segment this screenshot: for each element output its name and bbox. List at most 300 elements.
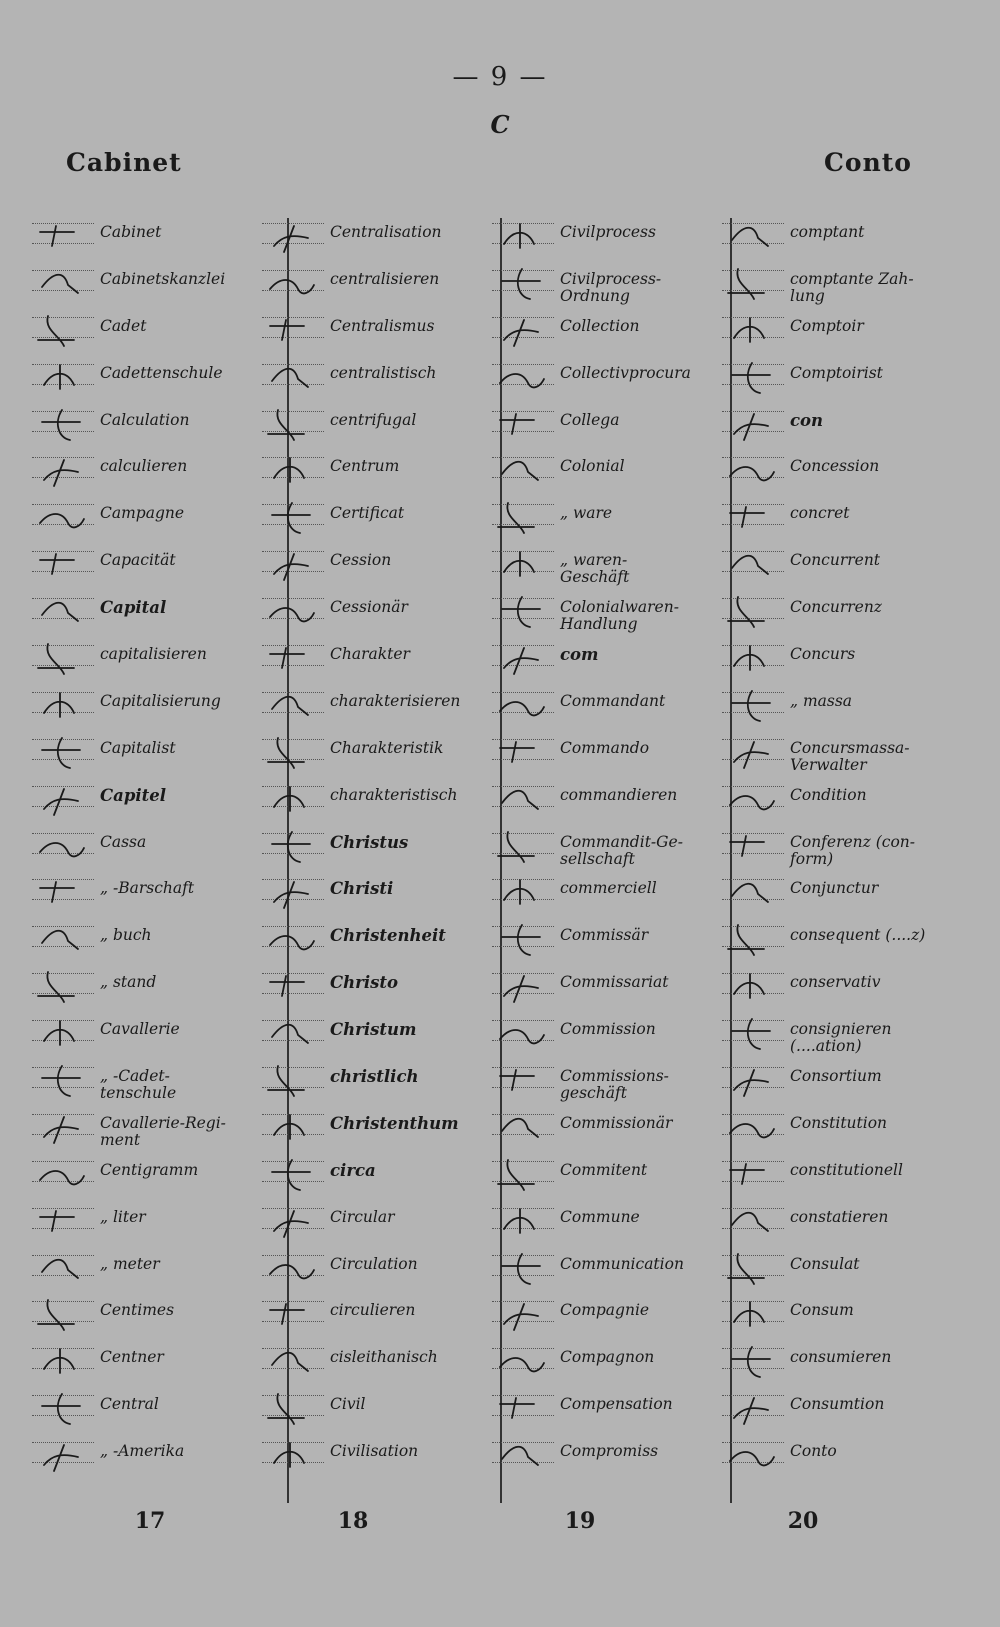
entry-term: cisleithanisch (330, 1348, 438, 1367)
dictionary-entry (260, 1056, 480, 1103)
dictionary-entry (720, 1337, 940, 1384)
entry-term: commandieren (560, 785, 678, 804)
shorthand-symbol-icon (724, 1388, 782, 1428)
shorthand-symbol-icon (264, 919, 322, 959)
section-letter: C (490, 110, 510, 139)
dictionary-entry (490, 446, 710, 493)
shorthand-symbol-icon (494, 591, 552, 631)
entry-term: „ liter (100, 1207, 146, 1226)
shorthand-symbol-icon (264, 1154, 322, 1194)
entry-term: Conjunctur (790, 879, 879, 898)
entry-term: Commissionär (560, 1113, 673, 1132)
entry-term: consequent (....z) (790, 926, 926, 945)
dictionary-entry (260, 681, 480, 728)
entry-term: Cabinetskanzlei (100, 269, 226, 288)
dictionary-entry (260, 446, 480, 493)
shorthand-symbol-icon (494, 872, 552, 912)
shorthand-symbol-icon (724, 732, 782, 772)
shorthand-symbol-icon (724, 1013, 782, 1053)
dictionary-entry (720, 1431, 940, 1478)
shorthand-symbol-icon (494, 216, 552, 256)
dictionary-entry (720, 728, 940, 775)
entry-term: Christi (330, 879, 394, 899)
entry-term: Commune (560, 1207, 640, 1226)
entry-term: Comptoir (790, 316, 864, 335)
shorthand-symbol-icon (34, 1107, 92, 1147)
dictionary-entry (30, 540, 250, 587)
entry-term: Conferenz (con- form) (790, 832, 916, 868)
shorthand-symbol-icon (264, 544, 322, 584)
entry-term: Cabinet (100, 223, 162, 241)
entry-term: „ buch (100, 926, 152, 945)
entry-term: Collega (560, 410, 620, 429)
shorthand-symbol-icon (494, 263, 552, 303)
entry-term: Commissariat (560, 973, 669, 992)
column-number: 18 (337, 1508, 369, 1534)
dictionary-entry (30, 400, 250, 447)
dictionary-entry (260, 259, 480, 306)
dictionary-entry (30, 212, 250, 259)
shorthand-symbol-icon (34, 1154, 92, 1194)
entry-term: „ stand (100, 973, 157, 992)
shorthand-symbol-icon (264, 732, 322, 772)
dictionary-entry (490, 634, 710, 681)
shorthand-symbol-icon (264, 872, 322, 912)
entry-term: con (790, 410, 824, 430)
dictionary-entry (490, 775, 710, 822)
shorthand-symbol-icon (264, 497, 322, 537)
dictionary-entry (30, 446, 250, 493)
shorthand-symbol-icon (494, 685, 552, 725)
dictionary-entry (490, 1056, 710, 1103)
dictionary-entry (490, 822, 710, 869)
dictionary-entry (260, 1244, 480, 1291)
entry-term: Centrum (330, 457, 400, 476)
shorthand-symbol-icon (34, 263, 92, 303)
dictionary-entry (30, 1244, 250, 1291)
dictionary-entry (720, 868, 940, 915)
entry-term: Compagnie (560, 1301, 650, 1320)
dictionary-entry (720, 634, 940, 681)
shorthand-symbol-icon (34, 1248, 92, 1288)
shorthand-symbol-icon (724, 685, 782, 725)
shorthand-symbol-icon (264, 685, 322, 725)
dictionary-entry (30, 915, 250, 962)
dictionary-entry (30, 1290, 250, 1337)
dictionary-entry (260, 1197, 480, 1244)
shorthand-symbol-icon (34, 872, 92, 912)
entry-term: Cession (330, 551, 392, 570)
dictionary-entry (30, 1197, 250, 1244)
dictionary-entry (490, 1337, 710, 1384)
entry-term: „ -Barschaft (100, 879, 195, 898)
shorthand-symbol-icon (494, 1201, 552, 1241)
dictionary-entry (260, 540, 480, 587)
entry-term: calculieren (100, 457, 188, 476)
entry-term: Charakter (330, 645, 410, 664)
entry-term: Capacität (100, 551, 176, 570)
shorthand-symbol-icon (494, 1107, 552, 1147)
shorthand-symbol-icon (34, 544, 92, 584)
entry-term: Centimes (100, 1301, 175, 1320)
entry-term: circa (330, 1160, 376, 1180)
dictionary-entry (30, 1384, 250, 1431)
shorthand-symbol-icon (494, 966, 552, 1006)
entry-term: Concurs (790, 645, 856, 664)
shorthand-symbol-icon (34, 732, 92, 772)
dictionary-entry (30, 1337, 250, 1384)
entry-term: Centralisation (330, 223, 442, 241)
entry-term: charakterisieren (330, 691, 461, 710)
shorthand-symbol-icon (264, 638, 322, 678)
entry-term: Centigramm (100, 1160, 199, 1179)
entry-term: Consulat (790, 1254, 860, 1273)
shorthand-symbol-icon (34, 1341, 92, 1381)
dictionary-entry (30, 259, 250, 306)
dictionary-entry (720, 681, 940, 728)
entry-term: comptant (790, 223, 865, 241)
dictionary-entry (260, 587, 480, 634)
entry-term: constatieren (790, 1207, 889, 1226)
entry-term: christlich (330, 1067, 419, 1087)
shorthand-symbol-icon (264, 263, 322, 303)
entry-term: Consum (790, 1301, 854, 1320)
dictionary-entry (490, 1244, 710, 1291)
entry-term: commerciell (560, 879, 657, 898)
dictionary-entry (720, 1197, 940, 1244)
shorthand-symbol-icon (724, 1435, 782, 1475)
entry-term: Compensation (560, 1395, 673, 1414)
shorthand-symbol-icon (494, 1154, 552, 1194)
dictionary-entry (260, 1337, 480, 1384)
dictionary-entry (260, 775, 480, 822)
entry-term: Consumtion (790, 1395, 885, 1414)
shorthand-symbol-icon (494, 1060, 552, 1100)
dictionary-column-19 (490, 212, 710, 1502)
entry-term: concret (790, 504, 850, 523)
entry-term: Commandant (560, 691, 666, 710)
shorthand-symbol-icon (34, 497, 92, 537)
shorthand-symbol-icon (724, 919, 782, 959)
shorthand-symbol-icon (264, 1435, 322, 1475)
column-number: 19 (564, 1508, 596, 1534)
shorthand-symbol-icon (494, 1341, 552, 1381)
dictionary-entry (490, 259, 710, 306)
dictionary-entry (490, 1384, 710, 1431)
entry-term: „ massa (790, 691, 853, 710)
shorthand-symbol-icon (494, 450, 552, 490)
dictionary-entry (720, 1384, 940, 1431)
dictionary-entry (720, 212, 940, 259)
entry-term: Collectivprocura (560, 363, 691, 382)
dictionary-entry (490, 1290, 710, 1337)
entry-term: Compagnon (560, 1348, 655, 1367)
dictionary-entry (490, 1431, 710, 1478)
shorthand-symbol-icon (494, 826, 552, 866)
shorthand-symbol-icon (264, 779, 322, 819)
dictionary-entry (720, 400, 940, 447)
shorthand-symbol-icon (264, 826, 322, 866)
shorthand-symbol-icon (724, 872, 782, 912)
entry-term: Cavallerie (100, 1020, 180, 1039)
shorthand-symbol-icon (724, 1248, 782, 1288)
entry-term: Centralismus (330, 316, 435, 335)
shorthand-symbol-icon (264, 966, 322, 1006)
entry-term: Conto (790, 1442, 837, 1461)
entry-term: „ ware (560, 504, 613, 523)
shorthand-symbol-icon (724, 1154, 782, 1194)
dictionary-entry (30, 353, 250, 400)
shorthand-symbol-icon (264, 1060, 322, 1100)
shorthand-symbol-icon (34, 591, 92, 631)
shorthand-symbol-icon (494, 919, 552, 959)
shorthand-symbol-icon (264, 1107, 322, 1147)
entry-term: „ -Amerika (100, 1442, 185, 1461)
dictionary-entry (30, 1103, 250, 1150)
dictionary-entry (720, 1290, 940, 1337)
shorthand-symbol-icon (34, 1388, 92, 1428)
dictionary-entry (720, 540, 940, 587)
dictionary-entry (720, 1103, 940, 1150)
dictionary-entry (30, 822, 250, 869)
entry-term: charakteristisch (330, 785, 458, 804)
entry-term: Cadet (100, 316, 147, 335)
dictionary-entry (490, 962, 710, 1009)
entry-term: Circular (330, 1207, 395, 1226)
entry-term: Christum (330, 1020, 417, 1040)
shorthand-symbol-icon (724, 591, 782, 631)
dictionary-entry (30, 868, 250, 915)
dictionary-entry (30, 306, 250, 353)
dictionary-entry (490, 540, 710, 587)
shorthand-symbol-icon (34, 1201, 92, 1241)
dictionary-entry (30, 587, 250, 634)
dictionary-entry (720, 1009, 940, 1056)
shorthand-symbol-icon (494, 1294, 552, 1334)
shorthand-symbol-icon (724, 497, 782, 537)
entry-term: Christus (330, 832, 409, 852)
dictionary-entry (720, 353, 940, 400)
entry-term: Concurrenz (790, 598, 882, 617)
shorthand-symbol-icon (264, 357, 322, 397)
running-header-last-term: Conto (824, 148, 912, 177)
shorthand-symbol-icon (264, 1294, 322, 1334)
entry-term: comptante Zah- lung (790, 269, 914, 305)
shorthand-symbol-icon (724, 544, 782, 584)
entry-term: Communication (560, 1254, 684, 1273)
dictionary-entry (260, 212, 480, 259)
entry-term: circulieren (330, 1301, 416, 1320)
entry-term: Concession (790, 457, 880, 476)
shorthand-symbol-icon (724, 1201, 782, 1241)
entry-term: capitalisieren (100, 645, 207, 664)
dictionary-entry (720, 259, 940, 306)
page-number: — 9 — (452, 62, 548, 92)
dictionary-entry (260, 915, 480, 962)
shorthand-symbol-icon (34, 310, 92, 350)
entry-term: Commitent (560, 1160, 648, 1179)
dictionary-entry (260, 1150, 480, 1197)
entry-term: „ waren- Geschäft (560, 551, 630, 587)
entry-term: com (560, 645, 599, 665)
entry-term: Civilprocess (560, 223, 656, 241)
shorthand-symbol-icon (34, 638, 92, 678)
entry-term: Calculation (100, 410, 190, 429)
shorthand-symbol-icon (724, 450, 782, 490)
entry-term: Concursmassa- Verwalter (790, 738, 910, 774)
shorthand-symbol-icon (264, 450, 322, 490)
shorthand-symbol-icon (724, 357, 782, 397)
entry-term: centralistisch (330, 363, 437, 382)
shorthand-symbol-icon (494, 404, 552, 444)
entry-term: „ -Cadet- tenschule (100, 1067, 177, 1103)
dictionary-entry (30, 775, 250, 822)
dictionary-entry (720, 493, 940, 540)
shorthand-symbol-icon (34, 1060, 92, 1100)
shorthand-symbol-icon (724, 404, 782, 444)
dictionary-entry (720, 962, 940, 1009)
entry-term: Capitalist (100, 738, 176, 757)
dictionary-column-20 (720, 212, 940, 1502)
shorthand-symbol-icon (34, 216, 92, 256)
dictionary-entry (260, 353, 480, 400)
dictionary-entry (490, 400, 710, 447)
shorthand-symbol-icon (264, 1201, 322, 1241)
shorthand-symbol-icon (494, 1388, 552, 1428)
shorthand-symbol-icon (724, 779, 782, 819)
dictionary-column-18 (260, 212, 480, 1502)
entry-term: Commandit-Ge- sellschaft (560, 832, 683, 868)
shorthand-symbol-icon (724, 1060, 782, 1100)
entry-term: Capitalisierung (100, 691, 221, 710)
entry-term: Certificat (330, 504, 405, 523)
dictionary-entry (30, 728, 250, 775)
shorthand-symbol-icon (34, 357, 92, 397)
dictionary-entry (260, 728, 480, 775)
entry-term: Concurrent (790, 551, 881, 570)
entry-term: Christo (330, 973, 399, 993)
column-number: 20 (787, 1508, 819, 1534)
entry-term: Comptoirist (790, 363, 883, 382)
shorthand-symbol-icon (264, 1248, 322, 1288)
shorthand-symbol-icon (724, 966, 782, 1006)
shorthand-symbol-icon (34, 826, 92, 866)
shorthand-symbol-icon (34, 685, 92, 725)
dictionary-entry (260, 634, 480, 681)
shorthand-symbol-icon (34, 450, 92, 490)
entry-term: „ meter (100, 1254, 160, 1273)
entry-term: constitutionell (790, 1160, 903, 1179)
dictionary-entry (490, 1150, 710, 1197)
dictionary-entry (260, 1384, 480, 1431)
dictionary-entry (30, 962, 250, 1009)
entry-term: centrifugal (330, 410, 417, 429)
entry-term: Compromiss (560, 1442, 659, 1461)
dictionary-entry (30, 1009, 250, 1056)
entry-term: Christenheit (330, 926, 446, 946)
entry-term: Commissions- geschäft (560, 1067, 669, 1103)
shorthand-symbol-icon (724, 310, 782, 350)
dictionary-entry (720, 446, 940, 493)
shorthand-symbol-icon (494, 1013, 552, 1053)
shorthand-symbol-icon (494, 310, 552, 350)
shorthand-symbol-icon (494, 638, 552, 678)
dictionary-entry (720, 1244, 940, 1291)
dictionary-entry (260, 400, 480, 447)
shorthand-symbol-icon (264, 310, 322, 350)
dictionary-entry (720, 306, 940, 353)
shorthand-symbol-icon (264, 1341, 322, 1381)
dictionary-entry (490, 1197, 710, 1244)
shorthand-symbol-icon (494, 779, 552, 819)
dictionary-entry (30, 1056, 250, 1103)
shorthand-symbol-icon (724, 263, 782, 303)
dictionary-entry (260, 962, 480, 1009)
entry-term: consignieren (....ation) (790, 1020, 892, 1056)
shorthand-symbol-icon (34, 919, 92, 959)
dictionary-column-17 (30, 212, 250, 1502)
entry-term: Circulation (330, 1254, 418, 1273)
dictionary-entry (490, 353, 710, 400)
shorthand-symbol-icon (724, 1294, 782, 1334)
entry-term: Commando (560, 738, 650, 757)
shorthand-symbol-icon (494, 1248, 552, 1288)
entry-term: Cassa (100, 832, 147, 851)
dictionary-entry (490, 587, 710, 634)
column-number: 17 (134, 1508, 166, 1534)
entry-term: Christenthum (330, 1113, 459, 1133)
entry-term: Colonialwaren- Handlung (560, 598, 679, 634)
entry-term: Charakteristik (330, 738, 444, 757)
shorthand-symbol-icon (724, 638, 782, 678)
dictionary-entry (30, 493, 250, 540)
dictionary-entry (490, 1009, 710, 1056)
shorthand-symbol-icon (494, 544, 552, 584)
dictionary-entry (30, 634, 250, 681)
shorthand-symbol-icon (724, 1107, 782, 1147)
shorthand-symbol-icon (494, 732, 552, 772)
shorthand-symbol-icon (34, 1013, 92, 1053)
dictionary-entry (490, 868, 710, 915)
shorthand-symbol-icon (494, 1435, 552, 1475)
shorthand-symbol-icon (34, 1294, 92, 1334)
entry-term: Capital (100, 598, 167, 618)
entry-term: conservativ (790, 973, 881, 992)
dictionary-entry (30, 681, 250, 728)
dictionary-entry (720, 822, 940, 869)
entry-term: Centner (100, 1348, 164, 1367)
entry-term: Commissär (560, 926, 649, 945)
dictionary-entry (490, 681, 710, 728)
shorthand-symbol-icon (34, 404, 92, 444)
dictionary-entry (30, 1150, 250, 1197)
dictionary-entry (720, 587, 940, 634)
dictionary-entry (260, 1103, 480, 1150)
shorthand-symbol-icon (264, 1013, 322, 1053)
entry-term: Colonial (560, 457, 625, 476)
shorthand-symbol-icon (494, 357, 552, 397)
entry-term: Constitution (790, 1113, 888, 1132)
shorthand-symbol-icon (264, 216, 322, 256)
entry-term: Cavallerie-Regi- ment (100, 1113, 226, 1149)
entry-term: Cadettenschule (100, 363, 223, 382)
entry-term: Capitel (100, 785, 167, 805)
entry-term: Condition (790, 785, 867, 804)
shorthand-symbol-icon (724, 1341, 782, 1381)
dictionary-entry (260, 306, 480, 353)
dictionary-entry (720, 775, 940, 822)
dictionary-columns (30, 212, 960, 1502)
